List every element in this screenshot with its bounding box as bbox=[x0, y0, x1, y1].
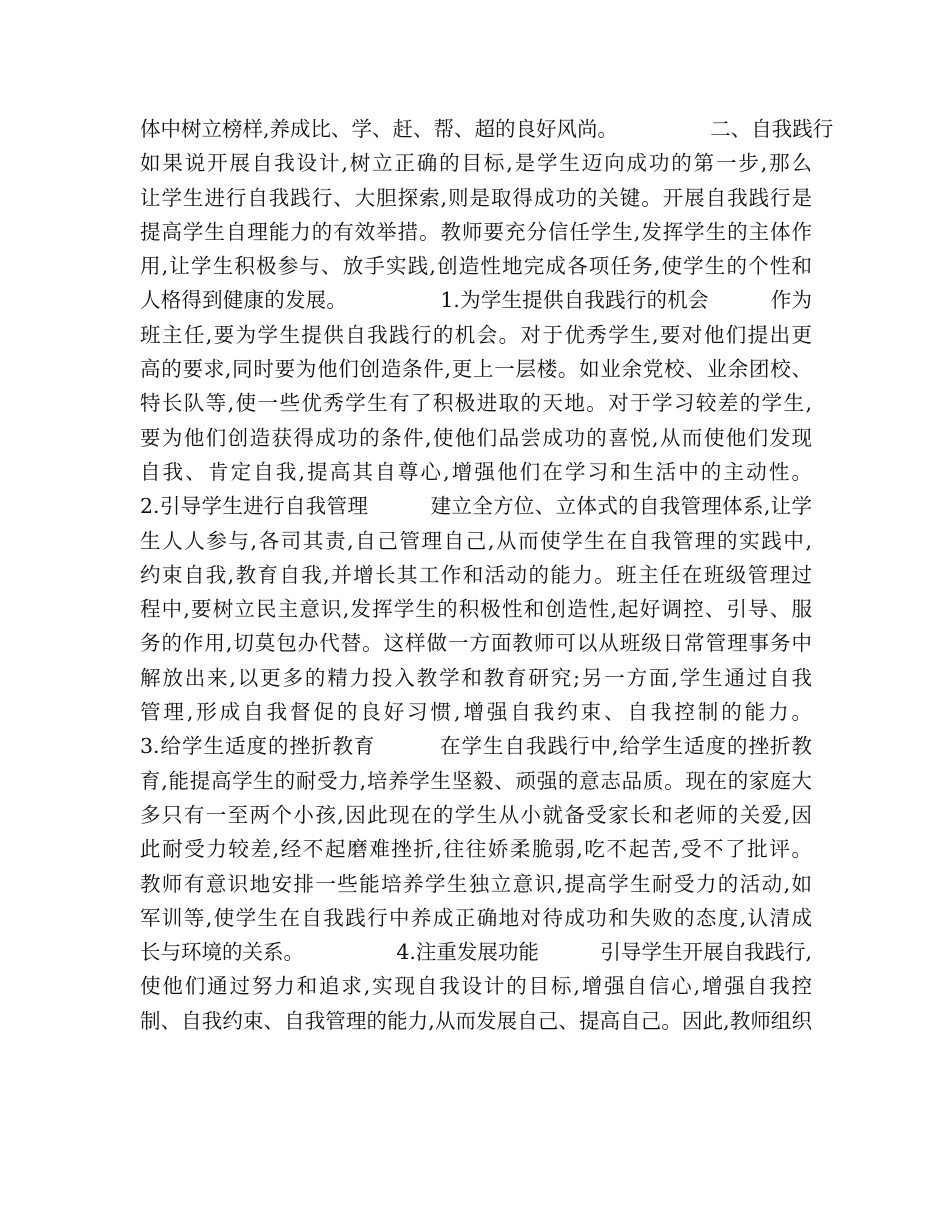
text-line: 此耐受力较差,经不起磨难挫折,往往娇柔脆弱,吃不起苦,受不了批评。 bbox=[140, 837, 812, 862]
text-line: 体中树立榜样,养成比、学、赶、帮、超的良好风尚。 二、自我践行 bbox=[140, 117, 834, 141]
text-line: 长与环境的关系。 4.注重发展功能 引导学生开展自我践行, bbox=[140, 940, 812, 965]
text-line: 班主任,要为学生提供自我践行的机会。对于优秀学生,要对他们提出更 bbox=[140, 322, 812, 347]
text-line: 2.引导学生进行自我管理 建立全方位、立体式的自我管理体系,让学 bbox=[140, 494, 812, 519]
text-line: 程中,要树立民主意识,发挥学生的积极性和创造性,起好调控、引导、服 bbox=[140, 597, 812, 622]
text-line: 军训等,使学生在自我践行中养成正确地对待成功和失败的态度,认清成 bbox=[140, 905, 812, 930]
text-line: 提高学生自理能力的有效举措。教师要充分信任学生,发挥学生的主体作 bbox=[140, 219, 812, 244]
text-line: 3.给学生适度的挫折教育 在学生自我践行中,给学生适度的挫折教 bbox=[140, 734, 812, 759]
text-line: 要为他们创造获得成功的条件,使他们品尝成功的喜悦,从而使他们发现 bbox=[140, 425, 812, 450]
text-line: 人格得到健康的发展。 1.为学生提供自我践行的机会 作为 bbox=[140, 288, 812, 313]
text-line: 高的要求,同时要为他们创造条件,更上一层楼。如业余党校、业余团校、 bbox=[140, 357, 812, 382]
text-line: 特长队等,使一些优秀学生有了积极进取的天地。对于学习较差的学生, bbox=[140, 391, 812, 416]
text-line: 生人人参与,各司其责,自己管理自己,从而使学生在自我管理的实践中, bbox=[140, 528, 812, 553]
text-line: 育,能提高学生的耐受力,培养学生坚毅、顽强的意志品质。现在的家庭大 bbox=[140, 768, 812, 793]
text-line: 教师有意识地安排一些能培养学生独立意识,提高学生耐受力的活动,如 bbox=[140, 871, 812, 896]
text-line: 让学生进行自我践行、大胆探索,则是取得成功的关键。开展自我践行是 bbox=[140, 185, 812, 210]
text-line: 多只有一至两个小孩,因此现在的学生从小就备受家长和老师的关爱,因 bbox=[140, 802, 812, 827]
text-line: 务的作用,切莫包办代替。这样做一方面教师可以从班级日常管理事务中 bbox=[140, 631, 812, 656]
text-line: 制、自我约束、自我管理的能力,从而发展自己、提高自己。因此,教师组织 bbox=[140, 1008, 812, 1033]
text-line: 使他们通过努力和追求,实现自我设计的目标,增强自信心,增强自我控 bbox=[140, 974, 812, 999]
text-line: 如果说开展自我设计,树立正确的目标,是学生迈向成功的第一步,那么 bbox=[140, 151, 812, 176]
text-line: 自我、肯定自我,提高其自尊心,增强他们在学习和生活中的主动性。 bbox=[140, 459, 812, 484]
text-line: 用,让学生积极参与、放手实践,创造性地完成各项任务,使学生的个性和 bbox=[140, 254, 812, 279]
text-line: 管理,形成自我督促的良好习惯,增强自我约束、自我控制的能力。 bbox=[140, 700, 812, 725]
text-line: 约束自我,教育自我,并增长其工作和活动的能力。班主任在班级管理过 bbox=[140, 562, 812, 587]
text-line: 解放出来,以更多的精力投入教学和教育研究;另一方面,学生通过自我 bbox=[140, 665, 812, 690]
body-text bbox=[140, 112, 834, 1038]
